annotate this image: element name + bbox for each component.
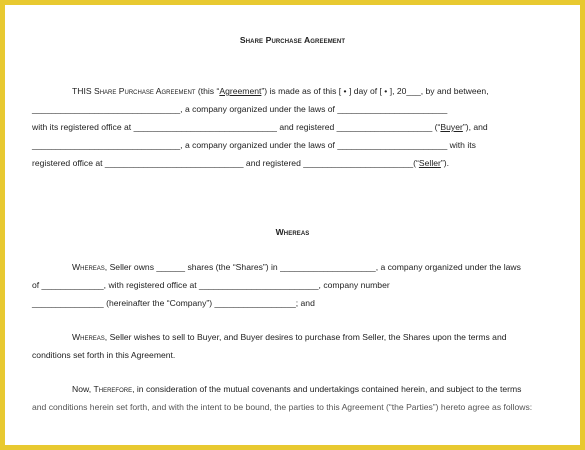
whereas-heading: Whereas: [275, 227, 310, 237]
p4-line-1: [72, 383, 552, 395]
defined-term-buyer: Buyer: [440, 122, 463, 132]
p4-line-2: and conditions herein set forth, and with the intent to be bound, the parties to this Agreement (“the Parties”) hereto agree as follows:: [32, 402, 533, 412]
text: ”), and: [462, 122, 488, 132]
agreement-name: Share Purchase Agreement: [93, 86, 196, 96]
whereas-keyword: Whereas: [72, 332, 105, 342]
text: (this “: [195, 86, 220, 96]
p3-line-1: [72, 331, 552, 343]
p1-line-5: [32, 157, 552, 169]
p1-line-3: [32, 121, 552, 133]
p1-line-1: [72, 85, 552, 97]
text: ”) is made as of this [ • ] day of [ • ], 20___, by and between,: [261, 86, 489, 96]
text: , Seller owns ______ shares (the “Shares”) in ____________________, a company organized under the laws: [104, 262, 521, 272]
p2-line-1: [72, 261, 552, 273]
text: , in consideration of the mutual covenants and undertakings contained herein, and subject to the terms: [132, 384, 522, 394]
text: with its registered office at ______________________________ and registered ____________________ (“: [32, 122, 441, 132]
text: , Seller wishes to sell to Buyer, and Buyer desires to purchase from Seller, the Shares upon the terms and: [104, 332, 507, 342]
defined-term-seller: Seller: [418, 158, 441, 168]
text: registered office at _____________________________ and registered _______________________(“: [32, 158, 419, 168]
therefore-keyword: Therefore: [93, 384, 133, 394]
p2-line-2: of _____________, with registered office at _________________________, company number: [32, 280, 390, 290]
p3-line-2: conditions set forth in this Agreement.: [32, 350, 176, 360]
text: Now,: [72, 384, 94, 394]
text: THIS: [72, 86, 94, 96]
p2-line-3: _______________ (hereinafter the “Company”) _________________; and: [32, 298, 315, 308]
defined-term-agreement: Agreement: [219, 86, 262, 96]
text: ”).: [440, 158, 450, 168]
whereas-keyword: Whereas: [72, 262, 105, 272]
document-title: Share Purchase Agreement: [239, 35, 346, 45]
p1-line-2: _______________________________, a company organized under the laws of _______________________: [32, 104, 448, 114]
p1-line-4: _______________________________, a company organized under the laws of _______________________ with its: [32, 140, 476, 150]
